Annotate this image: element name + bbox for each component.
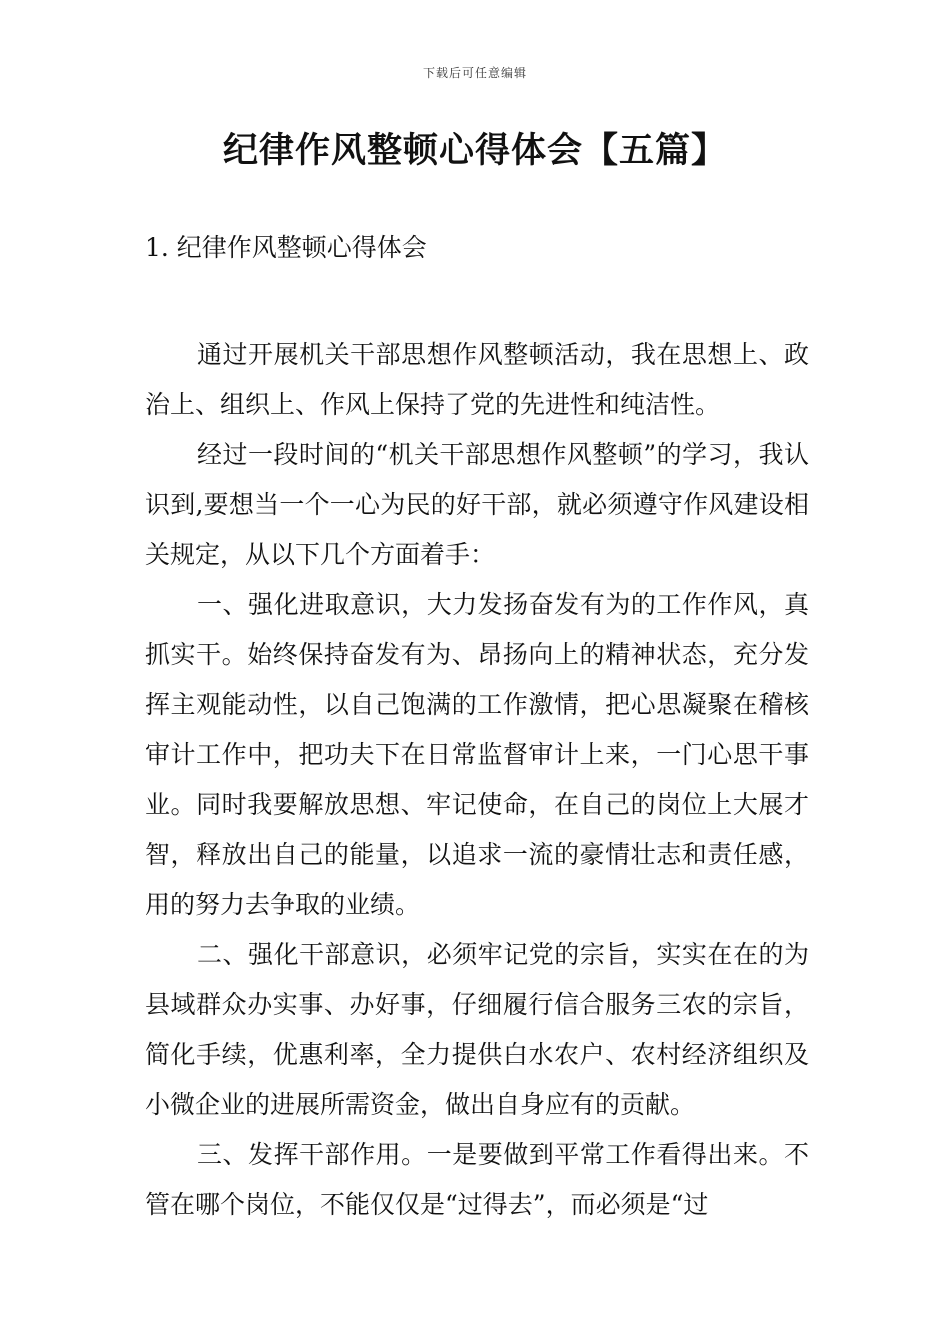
paragraph-1: 通过开展机关干部思想作风整顿活动，我在思想上、政治上、组织上、作风上保持了党的先进性和纯洁性。: [145, 340, 809, 419]
paragraph-4: 二、强化干部意识，必须牢记党的宗旨，实实在在的为县域群众办实事、办好事，仔细履行信合服务三农的宗旨，简化手续，优惠利率，全力提供白水农户、农村经济组织及小微企业的进展所需资金，做出自身应有的贡献。: [145, 940, 809, 1119]
header-note: 下载后可任意编辑: [422, 66, 527, 80]
section-heading: 1. 纪律作风整顿心得体会: [145, 233, 427, 262]
document-title: 纪律作风整顿心得体会【五篇】: [222, 130, 727, 171]
paragraph-2: 经过一段时间的“机关干部思想作风整顿”的学习，我认识到,要想当一个一心为民的好干部，就必须遵守作风建设相关规定，从以下几个方面着手：: [145, 440, 809, 569]
paragraph-5: 三、发挥干部作用。一是要做到平常工作看得出来。不管在哪个岗位，不能仅仅是“过得去”，而必须是“过: [145, 1140, 809, 1219]
paragraph-3: 一、强化进取意识，大力发扬奋发有为的工作作风，真抓实干。始终保持奋发有为、昂扬向上的精神状态，充分发挥主观能动性，以自己饱满的工作激情，把心思凝聚在稽核审计工作中，把功夫下在日常监督审计上来，一门心思干事业。同时我要解放思想、牢记使命，在自己的岗位上大展才智，释放出自己的能量，以追求一流的豪情壮志和责任感，用的努力去争取的业绩。: [145, 590, 809, 919]
body-text: [145, 330, 809, 1230]
